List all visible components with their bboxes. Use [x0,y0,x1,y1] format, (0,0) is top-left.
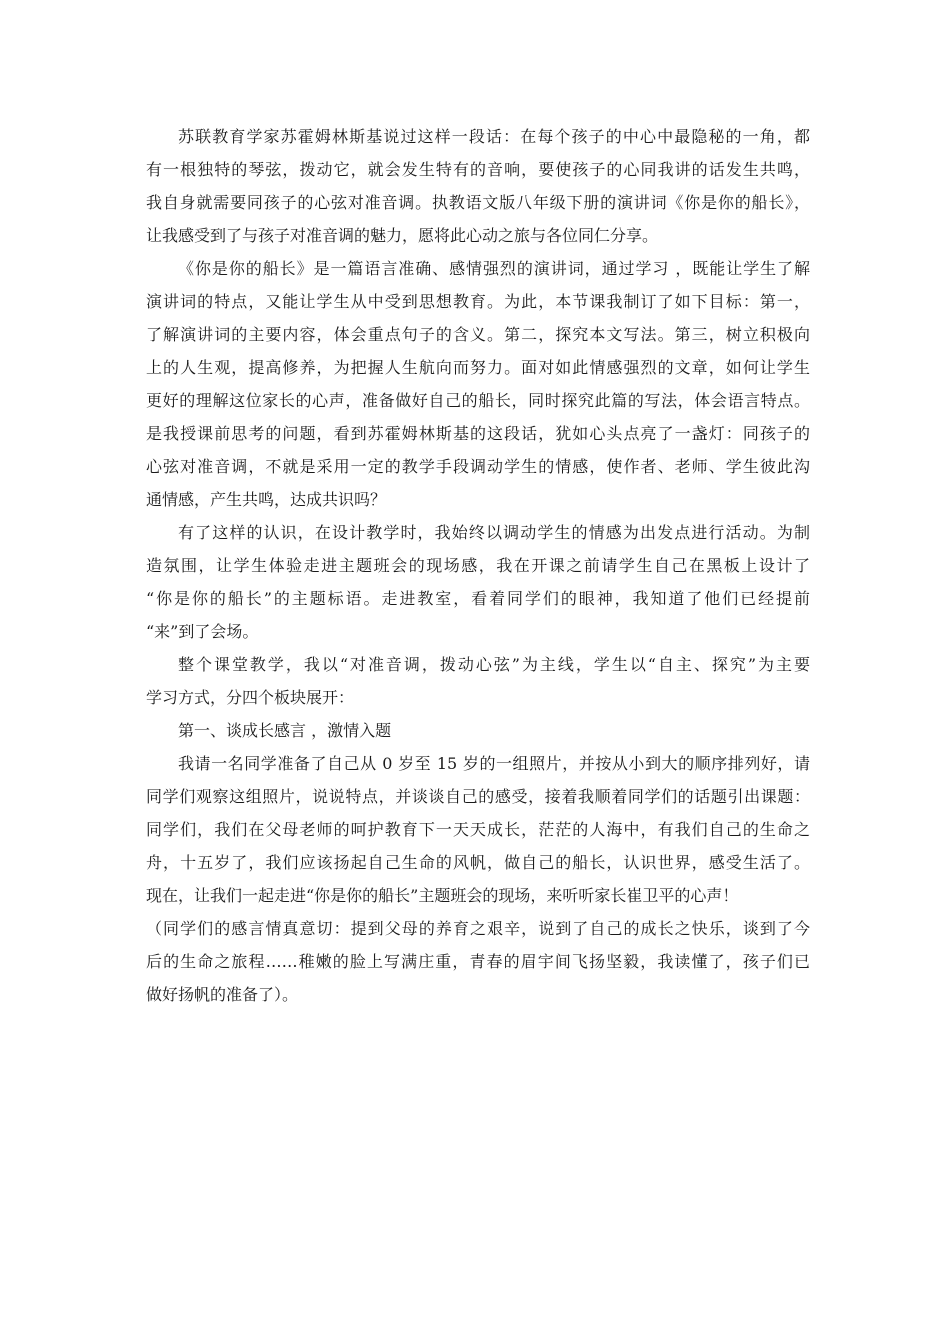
paragraph-line: 更好的理解这位家长的心声，准备做好自己的船长，同时探究此篇的写法，体会语言特点。 [146,391,810,410]
paragraph-line: 做好扬帆的准备了）。 [146,985,299,1004]
paragraph-line: “你是你的船长”的主题标语。走进教室，看着同学们的眼神，我知道了他们已经提前 [146,589,810,608]
paragraph [146,747,810,1011]
paragraph-line: 我请一名同学准备了自己从 0 岁至 15 岁的一组照片，并按从小到大的顺序排列好，请 [178,754,810,773]
paragraph-line: （同学们的感言情真意切：提到父母的养育之艰辛，说到了自己的成长之快乐，谈到了今 [146,919,810,938]
paragraph-line: 舟，十五岁了，我们应该扬起自己生命的风帆，做自己的船长，认识世界，感受生活了。 [146,853,810,872]
paragraph-line: 有一根独特的琴弦，拨动它，就会发生特有的音响，要使孩子的心同我讲的话发生共鸣， [146,160,810,179]
paragraph-line: 通情感，产生共鸣，达成共识吗？ [146,490,387,509]
paragraph-line: 现在，让我们一起走进“你是你的船长”主题班会的现场，来听听家长崔卫平的心声！ [146,886,739,905]
paragraph-line: 苏联教育学家苏霍姆林斯基说过这样一段话：在每个孩子的中心中最隐秘的一角，都 [178,127,810,146]
paragraph [146,252,810,516]
paragraph [146,516,810,648]
paragraph-line: 演讲词的特点，又能让学生从中受到思想教育。为此，本节课我制订了如下目标：第一， [146,292,810,311]
paragraph-line: 造氛围，让学生体验走进主题班会的现场感，我在开课之前请学生自己在黑板上设计了 [146,556,810,575]
paragraph-line: 上的人生观，提高修养，为把握人生航向而努力。面对如此情感强烈的文章，如何让学生 [146,358,810,377]
paragraph-line: 是我授课前思考的问题，看到苏霍姆林斯基的这段话，犹如心头点亮了一盏灯：同孩子的 [146,424,810,443]
paragraph-line: 让我感受到了与孩子对准音调的魅力，愿将此心动之旅与各位同仁分享。 [146,226,659,245]
paragraph [146,648,810,714]
paragraph-line: 同学们，我们在父母老师的呵护教育下一天天成长，茫茫的人海中，有我们自己的生命之 [146,820,810,839]
paragraph-line: 后的生命之旅程……稚嫩的脸上写满庄重，青春的眉宇间飞扬坚毅，我读懂了，孩子们已 [146,952,810,971]
section-heading [146,714,810,747]
document-body [146,120,810,1011]
paragraph-line: 学习方式，分四个板块展开： [146,688,355,707]
section-heading-line: 第一、谈成长感言 ，激情入题 [178,721,392,740]
paragraph-line: 了解演讲词的主要内容，体会重点句子的含义。第二，探究本文写法。第三，树立积极向 [146,325,810,344]
paragraph-line: 心弦对准音调，不就是采用一定的教学手段调动学生的情感，使作者、老师、学生彼此沟 [146,457,810,476]
paragraph-line: 同学们观察这组照片，说说特点，并谈谈自己的感受，接着我顺着同学们的话题引出课题： [146,787,810,806]
paragraph-line: 整个课堂教学，我以“对准音调，拨动心弦”为主线，学生以“自主、探究”为主要 [178,655,810,674]
paragraph-line: 《你是你的船长》是一篇语言准确、感情强烈的演讲词，通过学习 ，既能让学生了解 [178,259,810,278]
paragraph-line: 我自身就需要同孩子的心弦对准音调。执教语文版八年级下册的演讲词《你是你的船长》， [146,193,810,212]
paragraph [146,120,810,252]
paragraph-line: “来”到了会场。 [146,622,259,641]
paragraph-line: 有了这样的认识，在设计教学时，我始终以调动学生的情感为出发点进行活动。为制 [178,523,810,542]
